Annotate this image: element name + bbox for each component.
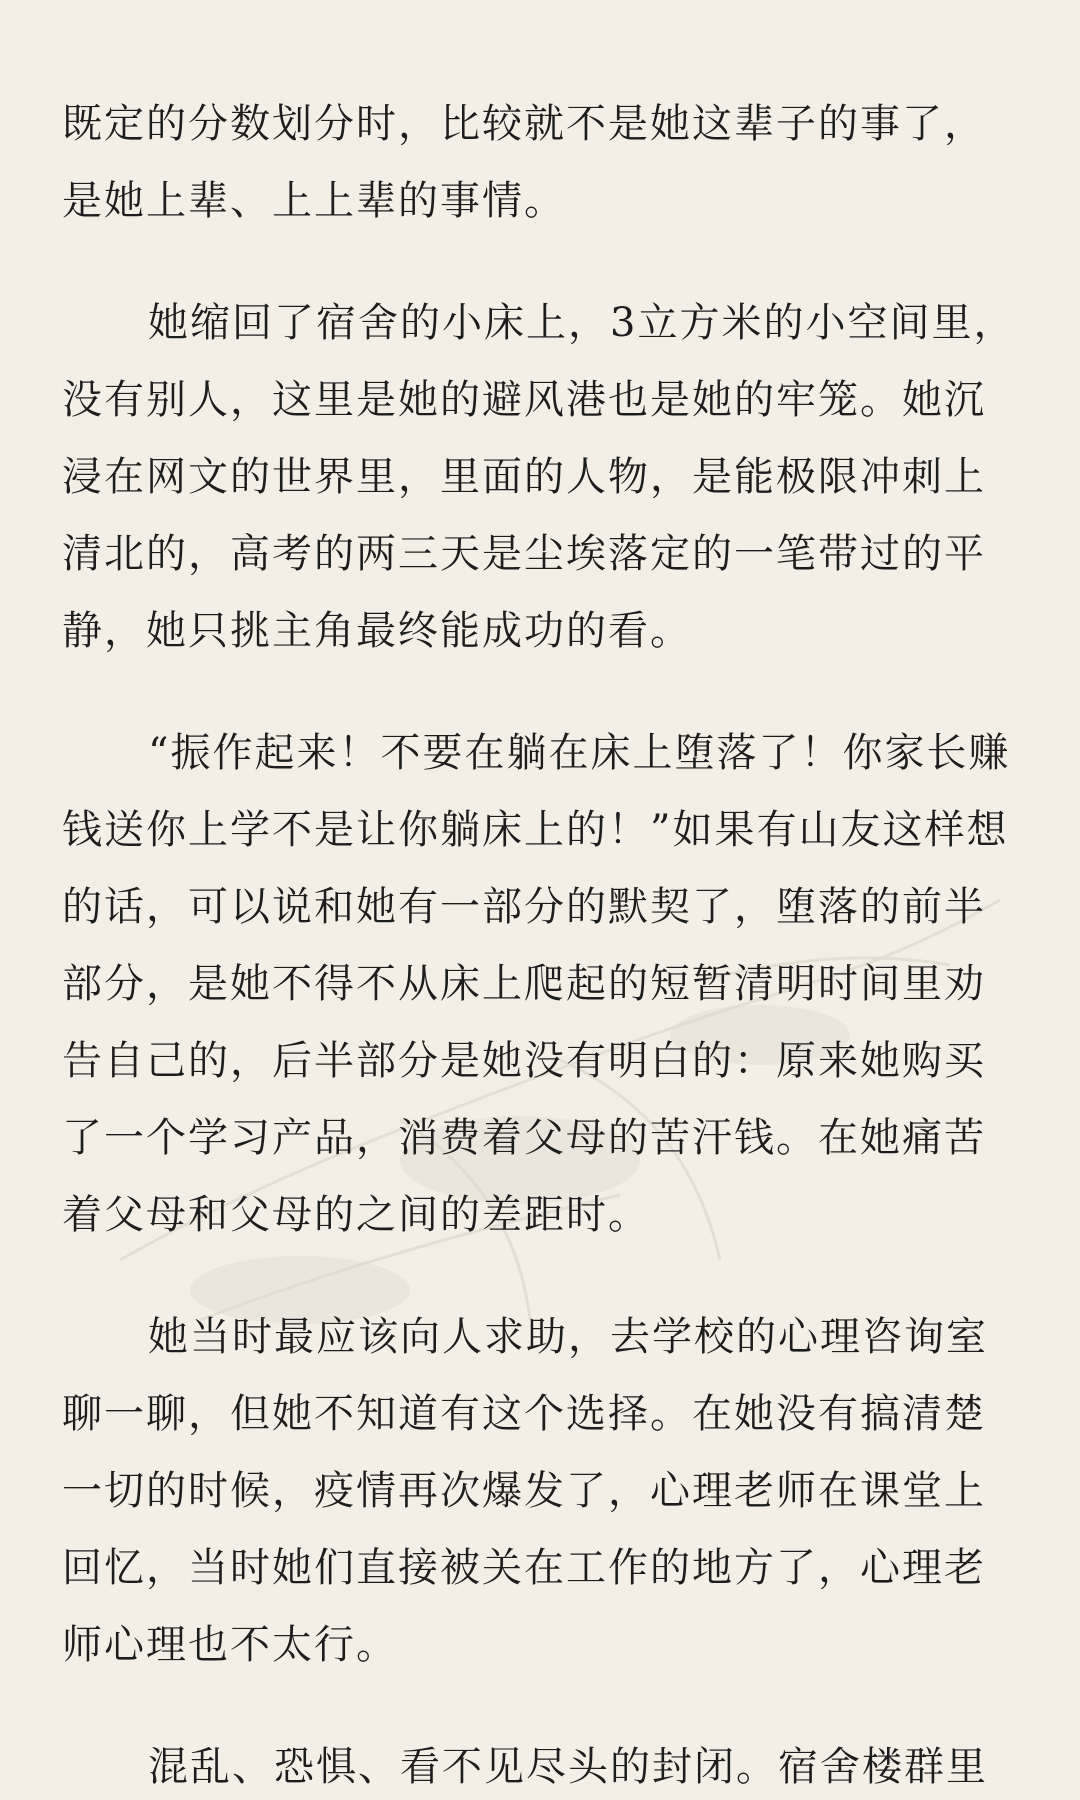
paragraph-1: 既定的分数划分时，比较就不是她这辈子的事了，是她上辈、上上辈的事情。	[62, 101, 986, 224]
article-body	[62, 86, 1018, 1800]
paragraph-2: 她缩回了宿舍的小床上，3立方米的小空间里，没有别人，这里是她的避风港也是她的牢笼。她沉浸在网文的世界里，里面的人物，是能极限冲刺上清北的，高考的两三天是尘埃落定的一笔带过的平静，她只挑主角最终能成功的看。	[62, 300, 1016, 654]
paragraph-3: “振作起来！不要在躺在床上堕落了！你家长赚钱送你上学不是让你躺床上的！”如果有山友这样想的话，可以说和她有一部分的默契了，堕落的前半部分，是她不得不从床上爬起的短暂清明时间里劝告自己的，后半部分是她没有明白的：原来她购买了一个学习产品，消费着父母的苦汗钱。在她痛苦着父母和父母的之间的差距时。	[62, 730, 1011, 1238]
paragraph-4: 她当时最应该向人求助，去学校的心理咨询室聊一聊，但她不知道有这个选择。在她没有搞清楚一切的时候，疫情再次爆发了，心理老师在课堂上回忆，当时她们直接被关在工作的地方了，心理老师心理也不太行。	[62, 1314, 988, 1668]
paragraph-5: 混乱、恐惧、看不见尽头的封闭。宿舍楼群里	[148, 1744, 988, 1790]
